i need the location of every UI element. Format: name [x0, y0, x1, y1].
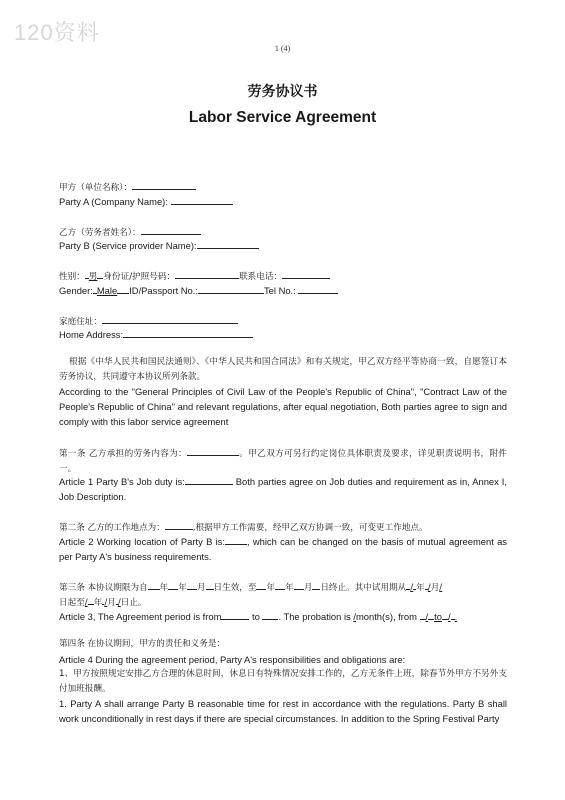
page-number: 1 (4) — [274, 44, 291, 53]
title-chinese: 劳务协议书 — [247, 84, 318, 100]
article-1-en-text: Both parties agree on Job duties and requirement as in, Annex I, Job Description. — [59, 476, 507, 502]
tel-en-label: Tel No.: — [263, 285, 296, 296]
address-cn-label: 家庭住址： — [59, 317, 102, 327]
article-4-1-en: 1. Party A shall arrange Party B reasonable time for rest in accordance with the regulations. Party B shall work unconditionally in rest days if there are special circumstances. In addition to the Spring Festival Party — [59, 698, 507, 724]
phone-cn-label: 联系电话： — [239, 272, 283, 282]
preamble-cn: 根据《中华人民共和国民法通则》、《中华人民共和国合同法》和有关规定，甲乙双方经平等协商一致，自愿签订本劳务协议，共同遵守本协议所列条款。 — [59, 357, 507, 382]
article-4-en: Article 4 During the agreement period, Party A's responsibilities and obligations are: — [59, 654, 406, 665]
article-2-en-label: Article 2 Working location of Party B is: — [59, 536, 225, 547]
party-a-en-label: Party A (Company Name): — [59, 196, 168, 207]
gender-en-line — [59, 282, 507, 298]
period-end-blank[interactable] — [262, 608, 278, 620]
watermark-logo: 120资料 — [14, 20, 100, 45]
preamble-en: According to the "General Principles of Civil Law of the People's Republic of China", "Contract Law of the People's Republic of China" and relevant regulations, after equal negotiation, Both parties agree to sign and comply with this labor service agreement — [59, 386, 507, 427]
tel-en-blank[interactable] — [298, 282, 338, 294]
id-en-blank[interactable] — [198, 282, 264, 294]
article-1-en-blank[interactable] — [185, 473, 233, 485]
article-4-cn: 第四条 在协议期间，甲方的责任和义务是： — [59, 639, 226, 649]
article-2-cn-blank[interactable] — [165, 518, 193, 530]
article-1-cn-text: 。甲乙双方可另行约定岗位具体职责及要求，详见职责说明书，附件一。 — [59, 449, 507, 474]
article-3-en: Article 3, The Agreement period is from to . The probation is /month(s), from / to / . — [59, 608, 507, 624]
article-3-cn-line-1: 第三条 本协议期限为自 年 年 月 日生效，至 年 年 月 日终止。其中试用期从 / 年 /月/ — [59, 578, 507, 596]
party-b-en-label: Party B (Service provider Name): — [59, 240, 197, 251]
party-a-cn-blank[interactable] — [132, 178, 196, 190]
address-en-label: Home Address: — [59, 329, 124, 340]
id-cn-label: 身份证/护照号码： — [103, 272, 176, 282]
gender-en-value[interactable]: Male — [96, 285, 118, 296]
party-a-en-line — [59, 193, 507, 209]
phone-cn-blank[interactable] — [282, 267, 330, 279]
party-b-en-blank[interactable] — [197, 237, 259, 249]
party-a-cn-label: 甲方（单位名称）： — [59, 183, 133, 193]
id-en-label: ID/Passport No.: — [129, 285, 198, 296]
article-1-en — [59, 473, 507, 504]
article-2-cn-label: 第二条 乙方的工作地点为： — [59, 523, 165, 533]
party-b-en-line — [59, 237, 507, 253]
address-en-line — [59, 326, 507, 342]
address-en-blank[interactable] — [123, 326, 253, 338]
id-cn-blank[interactable] — [175, 267, 239, 279]
article-3-cn-line-2: 日起至/ 年 /月 /日止。 — [59, 593, 507, 611]
address-cn-blank[interactable] — [102, 312, 238, 324]
article-2-cn-text: ,根据甲方工作需要，经甲乙双方协调一致，可变更工作地点。 — [192, 523, 428, 533]
article-4-1-cn: 1、甲方按照规定安排乙方合理的休息时间，休息日有特殊情况安排工作的，乙方无条件上班，除春节外甲方不另外支付加班报酬。 — [59, 669, 507, 694]
article-2-en-text: , which can be changed on the basis of mutual agreement as per Party A's business requirements. — [59, 536, 507, 562]
party-b-cn-label: 乙方（劳务者姓名）： — [59, 228, 141, 238]
gender-en-label: Gender: — [59, 285, 93, 296]
gender-cn-label: 性别： — [59, 272, 85, 282]
article-1-cn-label: 第一条 乙方承担的劳务内容为： — [59, 449, 188, 459]
party-a-en-blank[interactable] — [171, 193, 233, 205]
period-start-blank[interactable] — [221, 608, 249, 620]
gender-cn-value[interactable]: 男 — [88, 272, 98, 282]
article-2-en-blank[interactable] — [225, 533, 247, 545]
title-english: Labor Service Agreement — [188, 109, 377, 126]
article-2-en — [59, 533, 507, 564]
article-1-cn-blank[interactable] — [187, 444, 239, 456]
article-1-en-label: Article 1 Party B's Job duty is: — [59, 476, 185, 487]
party-b-cn-blank[interactable] — [141, 223, 201, 235]
